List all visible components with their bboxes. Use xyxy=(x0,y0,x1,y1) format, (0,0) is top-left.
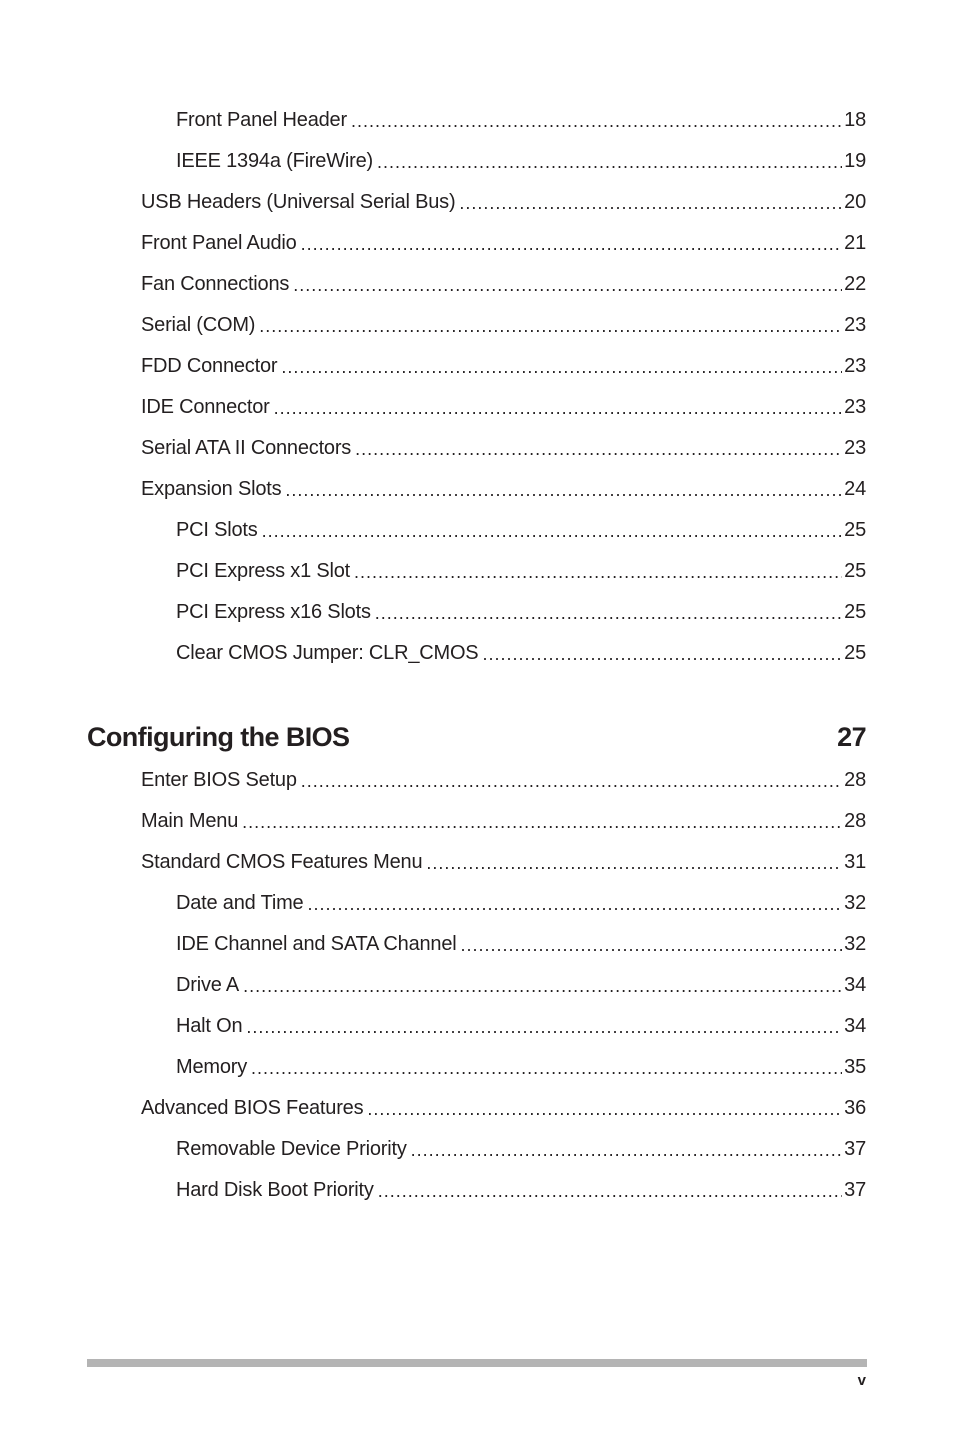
toc-entry-label: Removable Device Priority xyxy=(176,1138,407,1160)
toc-section-heading[interactable] xyxy=(87,718,866,754)
toc-entry-page-number: 34 xyxy=(844,1015,866,1037)
toc-entry-label: Halt On xyxy=(176,1015,243,1037)
dot-leader xyxy=(377,151,842,173)
toc-entry-label: Serial ATA II Connectors xyxy=(141,437,352,459)
toc-entry[interactable] xyxy=(141,432,866,460)
toc-entry-page-number: 25 xyxy=(844,519,866,541)
dot-leader xyxy=(285,479,842,501)
toc-entry-page-number: 18 xyxy=(844,109,866,131)
dot-leader xyxy=(242,811,842,833)
dot-leader xyxy=(351,110,842,132)
toc-entry-label: Advanced BIOS Features xyxy=(141,1097,364,1119)
toc-entry-label: Serial (COM) xyxy=(141,314,256,336)
toc-entry[interactable] xyxy=(176,1133,866,1161)
toc-entry-label: Date and Time xyxy=(176,892,304,914)
toc-entry-page-number: 19 xyxy=(844,150,866,172)
toc-entry-label: IEEE 1394a (FireWire) xyxy=(176,150,373,172)
dot-leader xyxy=(274,397,843,419)
toc-entry-page-number: 32 xyxy=(844,933,866,955)
toc-entry-page-number: 34 xyxy=(844,974,866,996)
toc-entry-page-number: 28 xyxy=(844,810,866,832)
section-page-number: 27 xyxy=(837,722,866,752)
dot-leader xyxy=(367,1098,842,1120)
toc-entry-page-number: 20 xyxy=(844,191,866,213)
toc-entry-page-number: 31 xyxy=(844,851,866,873)
toc-entry[interactable] xyxy=(176,969,866,997)
toc-entry-page-number: 25 xyxy=(844,601,866,623)
toc-entry-label: Fan Connections xyxy=(141,273,290,295)
toc-entry-label: Standard CMOS Features Menu xyxy=(141,851,423,873)
toc-entry[interactable] xyxy=(141,391,866,419)
toc-entry-page-number: 23 xyxy=(844,437,866,459)
toc-entry[interactable] xyxy=(141,268,866,296)
toc-entry-label: USB Headers (Universal Serial Bus) xyxy=(141,191,456,213)
dot-leader xyxy=(301,233,843,255)
toc-entry-page-number: 23 xyxy=(844,396,866,418)
toc-entry[interactable] xyxy=(141,846,866,874)
toc-entry[interactable] xyxy=(176,104,866,132)
toc-entry[interactable] xyxy=(176,555,866,583)
dot-leader xyxy=(251,1057,842,1079)
dot-leader xyxy=(354,561,842,583)
toc-entry[interactable] xyxy=(176,1051,866,1079)
toc-entry-page-number: 35 xyxy=(844,1056,866,1078)
toc-entry[interactable] xyxy=(176,1174,866,1202)
toc-entry-page-number: 37 xyxy=(844,1138,866,1160)
toc-entry[interactable] xyxy=(176,637,866,665)
toc-entry[interactable] xyxy=(141,805,866,833)
toc-entry-page-number: 21 xyxy=(844,232,866,254)
toc-entry[interactable] xyxy=(176,887,866,915)
dot-leader xyxy=(259,315,842,337)
dot-leader xyxy=(482,643,842,665)
toc-entry[interactable] xyxy=(141,764,866,792)
toc-entry-label: Enter BIOS Setup xyxy=(141,769,297,791)
dot-leader xyxy=(301,770,842,792)
section-title: Configuring the BIOS xyxy=(87,722,350,752)
toc-entry[interactable] xyxy=(141,350,866,378)
dot-leader xyxy=(307,893,842,915)
toc-entry[interactable] xyxy=(141,227,866,255)
dot-leader xyxy=(459,192,842,214)
toc-entry-label: Drive A xyxy=(176,974,240,996)
dot-leader xyxy=(243,975,842,997)
footer-rule xyxy=(87,1359,867,1367)
dot-leader xyxy=(262,520,843,542)
toc-entry-page-number: 23 xyxy=(844,314,866,336)
toc-entry-label: PCI Express x1 Slot xyxy=(176,560,351,582)
toc-entry-page-number: 25 xyxy=(844,560,866,582)
toc-entry-page-number: 24 xyxy=(844,478,866,500)
toc-entry-label: PCI Express x16 Slots xyxy=(176,601,371,623)
toc-entry-page-number: 22 xyxy=(844,273,866,295)
toc-entry[interactable] xyxy=(141,473,866,501)
toc-entry-label: Main Menu xyxy=(141,810,239,832)
toc-entry-label: Front Panel Audio xyxy=(141,232,297,254)
dot-leader xyxy=(426,852,842,874)
toc-entry-page-number: 36 xyxy=(844,1097,866,1119)
dot-leader xyxy=(378,1180,842,1202)
toc-entry-label: IDE Channel and SATA Channel xyxy=(176,933,457,955)
toc-entry[interactable] xyxy=(176,145,866,173)
toc-entry[interactable] xyxy=(176,514,866,542)
toc-entry-label: Front Panel Header xyxy=(176,109,347,131)
dot-leader xyxy=(293,274,842,296)
toc-entry-label: FDD Connector xyxy=(141,355,278,377)
dot-leader xyxy=(281,356,842,378)
toc-entry-label: Memory xyxy=(176,1056,248,1078)
toc-entry[interactable] xyxy=(141,186,866,214)
footer-page-number: v xyxy=(857,1372,866,1389)
dot-leader xyxy=(355,438,842,460)
toc-entry-page-number: 28 xyxy=(844,769,866,791)
toc-entry-page-number: 25 xyxy=(844,642,866,664)
toc-entry-label: Expansion Slots xyxy=(141,478,282,500)
toc-entry[interactable] xyxy=(141,1092,866,1120)
toc-entry-label: Hard Disk Boot Priority xyxy=(176,1179,374,1201)
toc-entry-label: IDE Connector xyxy=(141,396,270,418)
toc-entry[interactable] xyxy=(176,1010,866,1038)
toc-entry-page-number: 32 xyxy=(844,892,866,914)
toc-entry[interactable] xyxy=(176,596,866,624)
toc-entry[interactable] xyxy=(141,309,866,337)
toc-entry-label: Clear CMOS Jumper: CLR_CMOS xyxy=(176,642,479,664)
toc-entry-label: PCI Slots xyxy=(176,519,258,541)
dot-leader xyxy=(375,602,842,624)
dot-leader xyxy=(246,1016,842,1038)
toc-entry-page-number: 23 xyxy=(844,355,866,377)
toc-entry-page-number: 37 xyxy=(844,1179,866,1201)
dot-leader xyxy=(411,1139,843,1161)
dot-leader xyxy=(461,934,843,956)
toc-entry[interactable] xyxy=(176,928,866,956)
